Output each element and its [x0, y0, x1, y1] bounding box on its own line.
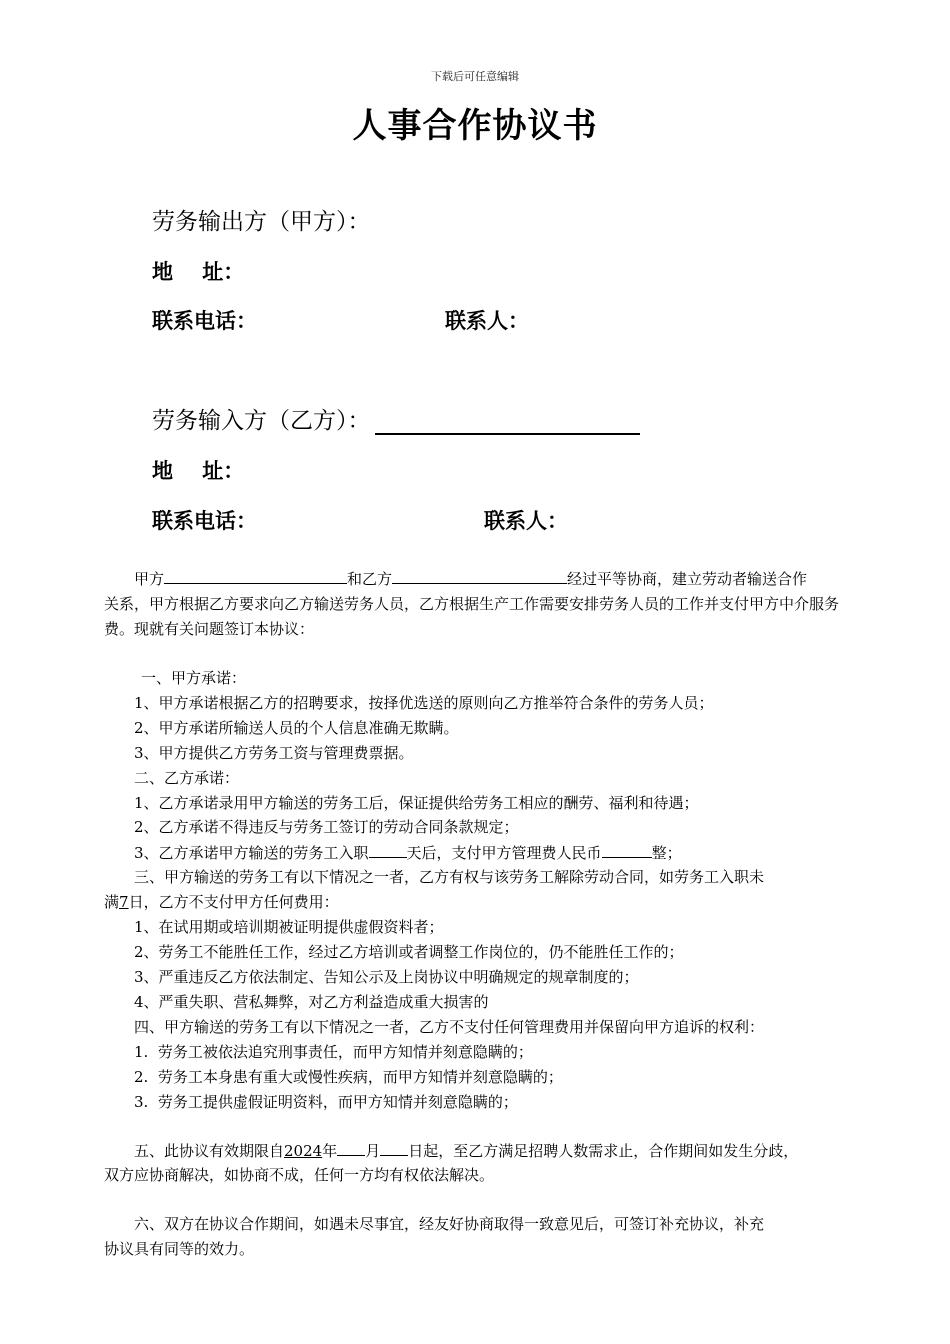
section-3-item: 2、劳务工不能胜任工作，经过乙方培训或者调整工作岗位的，仍不能胜任工作的； [134, 943, 684, 961]
section-4-item: 1. 劳务工被依法追究刑事责任，而甲方知情并刻意隐瞒的； [134, 1043, 533, 1061]
section-1-item: 3、甲方提供乙方劳务工资与管理费票据。 [134, 744, 414, 762]
section-3-line-2 [104, 890, 339, 915]
section-2-title: 二、乙方承诺： [134, 769, 240, 787]
section-6-line-1: 六、双方在协议合作期间，如遇未尽事宜，经友好协商取得一致意见后，可签订补充协议，补充 [134, 1215, 765, 1233]
section-1-item: 2、甲方承诺所输送人员的个人信息准确无欺瞒。 [134, 719, 459, 737]
header-note: 下载后可任意编辑 [431, 70, 519, 83]
intro-text-party-a: 甲方 [134, 570, 165, 588]
intro-paragraph [104, 566, 854, 642]
section-3-item: 1、在试用期或培训期被证明提供虚假资料者； [134, 918, 444, 936]
day-blank[interactable] [380, 1138, 408, 1156]
party-a-phone-label: 联系电话： [152, 308, 257, 333]
section-2-item: 1、乙方承诺录用甲方输送的劳务工后，保证提供给劳务工相应的酬劳、福利和待遇； [134, 794, 699, 812]
section-5-line-1 [134, 1138, 798, 1164]
party-a-name-blank[interactable] [164, 566, 347, 584]
s5-text-a: 五、此协议有效期限自 [134, 1142, 285, 1160]
section-3-line-1: 三、甲方输送的劳务工有以下情况之一者，乙方有权与该劳务工解除劳动合同，如劳务工入职未 [134, 868, 765, 886]
s5-text-d: 日起，至乙方满足招聘人数需求止，合作期间如发生分歧， [408, 1142, 799, 1160]
intro-text-consult: 经过平等协商，建立劳动者输送合作 [567, 570, 808, 588]
s5-month-label: 月 [365, 1142, 381, 1160]
party-b-address-label: 地 址： [152, 458, 245, 483]
party-a-contact-label: 联系人： [445, 308, 529, 333]
fee-blank[interactable] [602, 840, 652, 858]
item3-text-c: 整； [651, 844, 682, 862]
s5-year-label: 年 [322, 1142, 338, 1160]
intro-line-1 [104, 566, 854, 592]
s3-text-a: 满 [104, 893, 120, 911]
section-4-item: 2. 劳务工本身患有重大或慢性疾病，而甲方知情并刻意隐瞒的； [134, 1068, 563, 1086]
party-b-heading: 劳务输入方（乙方）： [152, 408, 371, 434]
section-2-item-3 [134, 840, 682, 866]
month-blank[interactable] [337, 1138, 365, 1156]
section-4-title: 四、甲方输送的劳务工有以下情况之一者，乙方不支付任何管理费用并保留向甲方追诉的权利： [134, 1018, 765, 1036]
section-5-line-2: 双方应协商解决，如协商不成，任何一方均有权依法解决。 [104, 1166, 495, 1184]
days-blank[interactable] [369, 840, 407, 858]
section-6-line-2: 协议具有同等的效力。 [104, 1240, 255, 1258]
section-4-item: 3. 劳务工提供虚假证明资料，而甲方知情并刻意隐瞒的； [134, 1093, 518, 1111]
section-1-title: 一、甲方承诺： [141, 669, 247, 687]
s5-year: 2024 [284, 1142, 323, 1160]
party-a-address-label: 地 址： [152, 259, 245, 284]
party-b-phone-label: 联系电话： [152, 508, 257, 533]
document-title: 人事合作协议书 [352, 106, 598, 146]
party-b-name-blank-inline[interactable] [392, 566, 567, 584]
s3-text-b: 日，乙方不支付甲方任何费用： [128, 893, 339, 911]
item3-text-a: 3、乙方承诺甲方输送的劳务工入职 [134, 844, 369, 862]
intro-rest: 关系，甲方根据乙方要求向乙方输送劳务人员，乙方根据生产工作需要安排劳务人员的工作并支付甲方中介服务费。现就有关问题签订本协议： [104, 595, 840, 638]
section-3-item: 4、严重失职、营私舞弊，对乙方利益造成重大损害的 [134, 993, 489, 1011]
section-1-item: 1、甲方承诺根据乙方的招聘要求，按择优选送的原则向乙方推举符合条件的劳务人员； [134, 694, 714, 712]
party-b-contact-label: 联系人： [484, 508, 568, 533]
item3-text-b: 天后，支付甲方管理费人民币 [406, 844, 602, 862]
party-b-name-blank[interactable] [375, 411, 640, 435]
intro-text-party-b: 和乙方 [347, 570, 393, 588]
section-2-item: 2、乙方承诺不得违反与劳务工签订的劳动合同条款规定； [134, 818, 519, 836]
party-b-heading-line [152, 402, 640, 435]
section-3-item: 3、严重违反乙方依法制定、告知公示及上岗协议中明确规定的规章制度的； [134, 968, 639, 986]
s3-days-value: 7 [119, 893, 129, 911]
party-a-heading: 劳务输出方（甲方）： [152, 209, 371, 235]
